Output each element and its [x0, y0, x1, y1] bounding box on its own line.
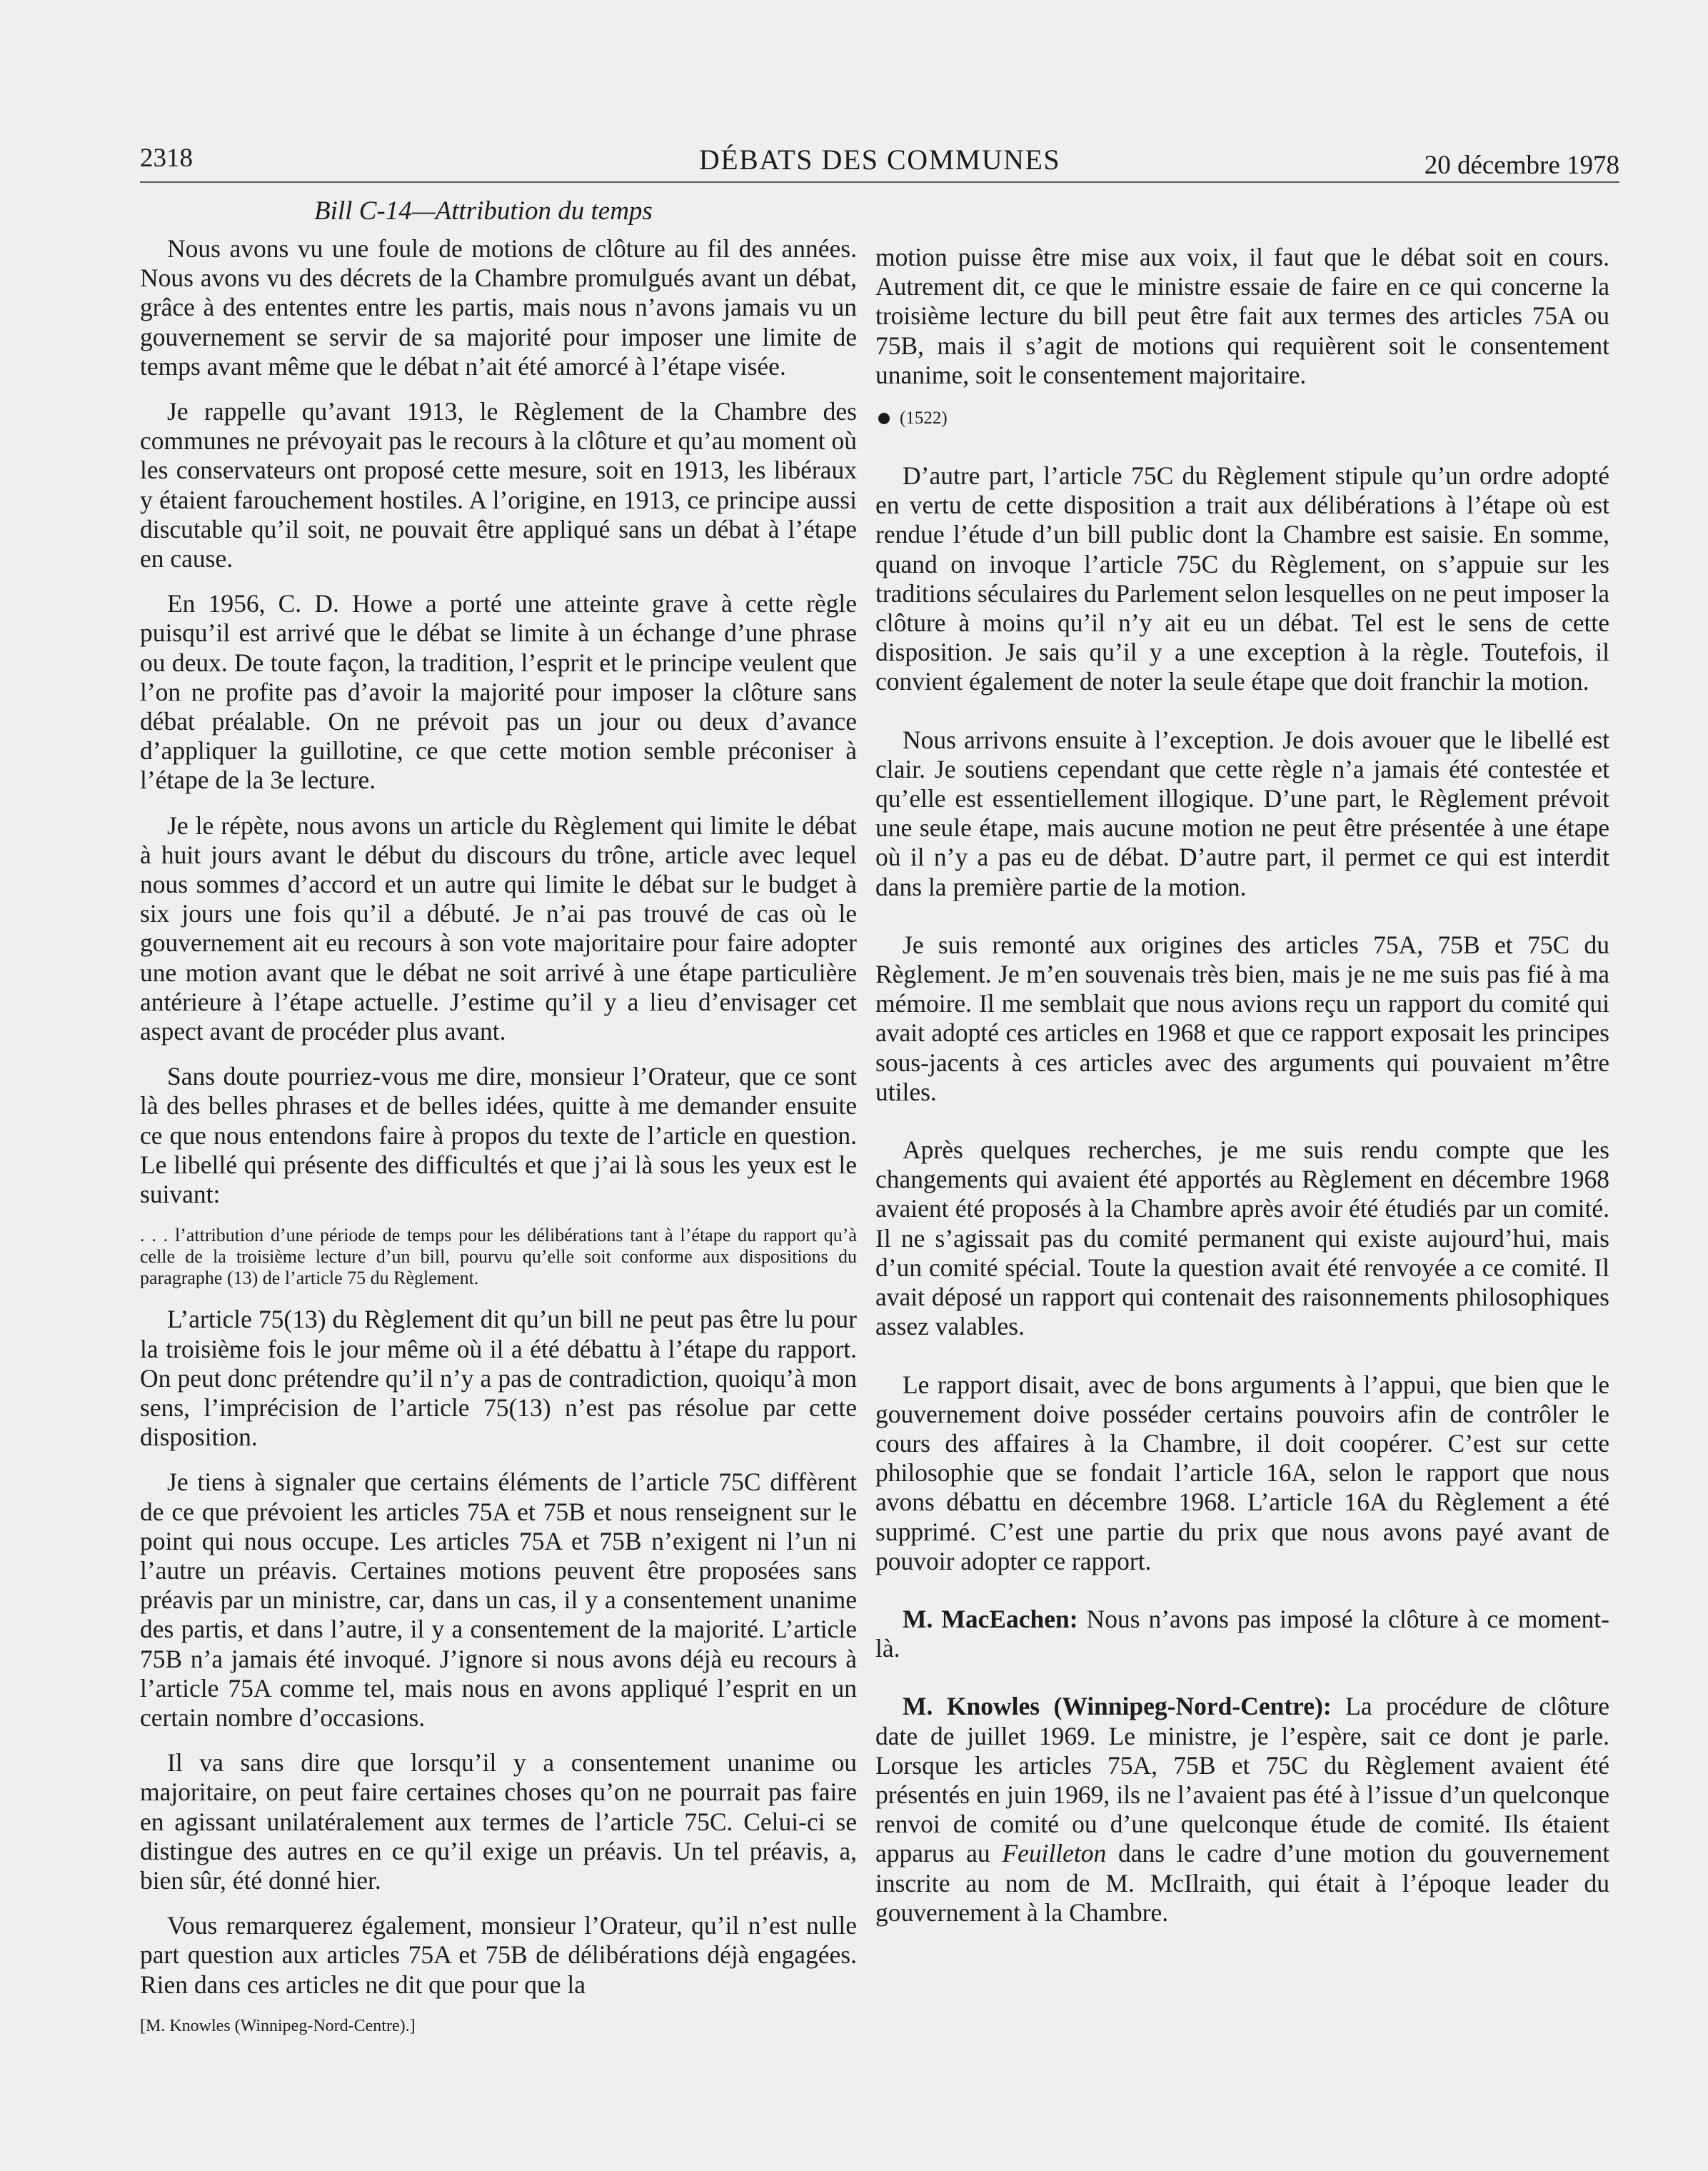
paragraph: Le rapport disait, avec de bons arguments à l’appui, que bien que le gouvernement doive posséder certains pouvoirs afin de contrôler le cours des affaires à la Chambre, il doit coopérer. C’est sur cette philosophie que se fondait l’article 16A, selon le rapport que nous avons débattu en décembre 1968. L’article 16A du Règlement a été supprimé. C’est une partie du prix que nous avons payé avant de pouvoir adopter ce rapport. — [875, 1370, 1609, 1575]
paragraph: Je tiens à signaler que certains éléments de l’article 75C diffèrent de ce que prévoient les articles 75A et 75B et nous renseignent sur le point qui nous occupe. Les articles 75A et 75B n’exigent ni l’un ni l’autre un préavis. Certaines motions peuvent être proposées sans préavis par un ministre, car, dans un cas, il y a consentement unanime des partis, et dans l’autre, il y a consentement de la majorité. L’article 75B n’a jamais été invoqué. J’ignore si nous avons déjà eu recours à l’article 75A comme tel, mais nous en avons appliqué l’esprit en un certain nombre d’occasions. — [140, 1468, 857, 1732]
speech-macEachen — [875, 1605, 1609, 1663]
running-head: Bill C-14—Attribution du temps — [314, 196, 653, 226]
issue-date: 20 décembre 1978 — [1424, 151, 1619, 180]
speech-knowles — [875, 1692, 1609, 1927]
paragraph: Après quelques recherches, je me suis rendu compte que les changements qui avaient été apportés au Règlement en décembre 1968 avaient été proposés à la Chambre après avoir été étudiés par un comité. Il ne s’agissait pas du comité permanent qui existe aujourd’hui, mais d’un comité spécial. Toute la question avait été renvoyée a ce comité. Il avait déposé un rapport qui contenait des raisonnements philosophiques assez valables. — [875, 1135, 1609, 1341]
paragraph: Nous avons vu une foule de motions de clôture au fil des années. Nous avons vu des décrets de la Chambre promulgués avant un débat, grâce à des ententes entre les partis, mais nous n’avons jamais vu un gouvernement se servir de sa majorité pour imposer une limite de temps avant même que le débat n’ait été amorcé à l’étape visée. — [140, 234, 857, 381]
paragraph: D’autre part, l’article 75C du Règlement stipule qu’un ordre adopté en vertu de cette disposition a trait aux délibérations à l’étape où est rendue l’étude d’un bill public dont la Chambre est saisie. En somme, quand on invoque l’article 75C du Règlement, on s’appuie sur les traditions séculaires du Parlement selon lesquelles on ne peut imposer la clôture à moins qu’il n’y ait eu un débat. Tel est le sens de cette disposition. Je sais qu’il y a une exception à la règle. Toutefois, il convient également de noter la seule étape que doit franchir la motion. — [875, 461, 1609, 696]
header-rule — [140, 181, 1619, 183]
page-header — [140, 140, 1619, 183]
paragraph: Il va sans dire que lorsqu’il y a consentement unanime ou majoritaire, on peut faire certaines choses qu’on ne pourrait pas faire en agissant unilatéralement aux termes de l’article 75C. Celui-ci se distingue des autres en ce qu’il exige un préavis. Un tel préavis, a, bien sûr, été donné hier. — [140, 1748, 857, 1895]
speech-text: dans le cadre d’une motion du gouvernement inscrite au nom de M. McIlraith, qui était à l’époque leader du gouvernement à la Chambre. — [875, 1839, 1609, 1927]
paragraph: Sans doute pourriez-vous me dire, monsieur l’Orateur, que ce sont là des belles phrases et de belles idées, quitte à me demander ensuite ce que nous entendons faire à propos du texte de l’article en question. Le libellé qui présente des difficultés et que j’ai là sous les yeux est le suivant: — [140, 1062, 857, 1209]
time-marker-label: (1522) — [900, 408, 948, 428]
paragraph: Vous remarquerez également, monsieur l’Orateur, qu’il n’est nulle part question aux articles 75A et 75B de délibérations déjà engagées. Rien dans ces articles ne dit que pour que la — [140, 1911, 857, 1999]
speech-text: La procédure de clôture date de juillet 1969. Le ministre, je l’espère, sait ce dont je parle. Lorsque les articles 75A, 75B et 75C du Règlement avaient été présentés en juin 1969, ils ne l’avaient pas été à l’issue d’un quelconque renvoi de comité ou d’une quelconque étude de comité. Ils étaient apparus au — [875, 1692, 1609, 1868]
speaker-reference: [M. Knowles (Winnipeg-Nord-Centre).] — [140, 2016, 416, 2035]
paragraph: En 1956, C. D. Howe a porté une atteinte grave à cette règle puisqu’il est arrivé que le débat se limite à un échange d’une phrase ou deux. De toute façon, la tradition, l’esprit et le principe veulent que l’on ne profite pas d’avoir la majorité pour imposer la clôture sans débat préalable. On ne prévoit pas un jour ou deux d’avance d’appliquer la guillotine, ce que cette motion semble préconiser à l’étape de la 3e lecture. — [140, 589, 857, 795]
block-quote: . . . l’attribution d’une période de temps pour les délibérations tant à l’étape du rapport qu’à celle de la troisième lecture d’un bill, pourvu qu’elle soit conforme aux dispositions du paragraphe (13) de l’article 75 du Règlement. — [140, 1225, 857, 1289]
paragraph: Nous arrivons ensuite à l’exception. Je dois avouer que le libellé est clair. Je soutiens cependant que cette règle n’a jamais été contestée et qu’elle est essentiellement illogique. D’une part, le Règlement prévoit une seule étape, mais aucune motion ne peut être présentée à une étape où il n’y a pas eu de débat. D’autre part, il permet ce qui est interdit dans la première partie de la motion. — [875, 725, 1609, 901]
paragraph: Je rappelle qu’avant 1913, le Règlement de la Chambre des communes ne prévoyait pas le recours à la clôture et qu’au moment où les conservateurs ont proposé cette mesure, soit en 1913, les libéraux y étaient farouchement hostiles. A l’origine, en 1913, ce principe aussi discutable qu’il soit, ne pouvait être appliqué sans un débat à l’étape en cause. — [140, 397, 857, 573]
page-number: 2318 — [140, 144, 193, 173]
feuilleton-italic: Feuilleton — [1002, 1839, 1107, 1868]
speaker-name: M. MacEachen: — [903, 1604, 1078, 1633]
paragraph: motion puisse être mise aux voix, il faut que le débat soit en cours. Autrement dit, ce que le ministre essaie de faire en ce qui concerne la troisième lecture du bill peut être fait aux termes des articles 75A ou 75B, mais il s’agit de motions qui requièrent soit le consentement unanime, soit le consentement majoritaire. — [875, 243, 1609, 389]
bullet-icon — [878, 413, 890, 424]
paragraph: L’article 75(13) du Règlement dit qu’un bill ne peut pas être lu pour la troisième fois le jour même où il a été débattu à l’étape du rapport. On peut donc prétendre qu’il n’y a pas de contradiction, quoiqu’à mon sens, l’imprécision de l’article 75(13) n’est pas résolue par cette disposition. — [140, 1305, 857, 1452]
paragraph: Je suis remonté aux origines des articles 75A, 75B et 75C du Règlement. Je m’en souvenais très bien, mais je ne me suis pas fié à ma mémoire. Il me semblait que nous avions reçu un rapport du comité qui avait adopté ces articles en 1968 et que ce rapport exposait les principes sous-jacents à ces articles avec des arguments qui pouvaient m’être utiles. — [875, 930, 1609, 1106]
time-marker — [875, 407, 1609, 430]
right-column — [875, 243, 1609, 1943]
journal-title: DÉBATS DES COMMUNES — [698, 144, 1061, 176]
speaker-name: M. Knowles (Winnipeg-Nord-Centre): — [903, 1692, 1332, 1721]
left-column — [140, 234, 857, 2052]
paragraph: Je le répète, nous avons un article du Règlement qui limite le débat à huit jours avant le début du discours du trône, article avec lequel nous sommes d’accord et un autre qui limite le débat sur le budget à six jours une fois qu’il a débuté. Je n’ai pas trouvé de cas où le gouvernement ait eu recours à son vote majoritaire pour faire adopter une motion avant que le débat ne soit arrivé à une étape particulière antérieure à l’étape actuelle. J’estime qu’il y a lieu d’envisager cet aspect avant de procéder plus avant. — [140, 811, 857, 1046]
speech-text: Nous n’avons pas imposé la clôture à ce moment-là. — [875, 1604, 1609, 1663]
